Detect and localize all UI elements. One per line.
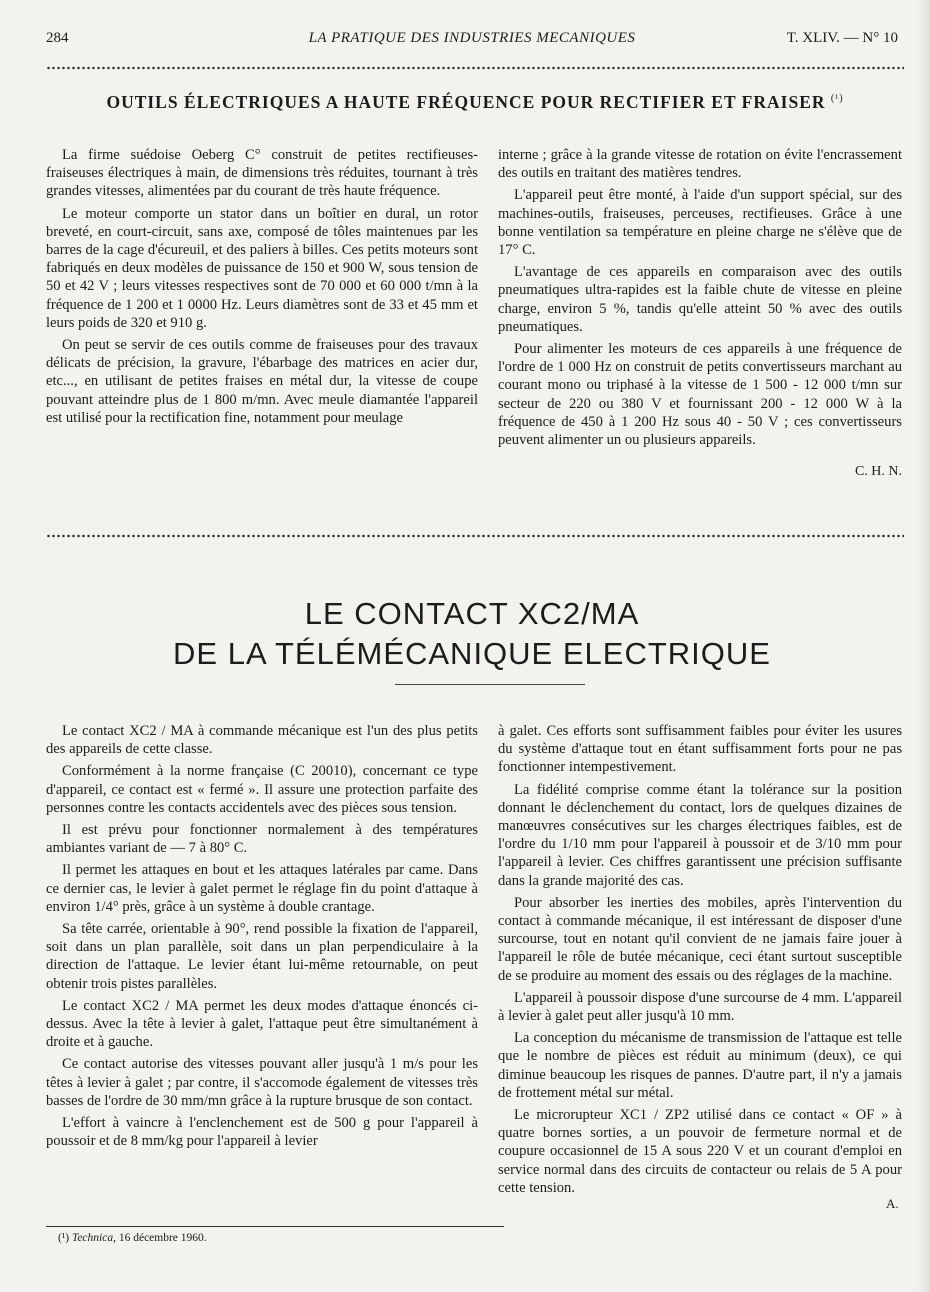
page-number: 284 (46, 30, 69, 46)
article2-column-left (46, 722, 478, 1154)
paragraph: Ce contact autorise des vitesses pouvant aller jusqu'à 1 m/s pour les têtes à levier à galet ; par contre, il s'accomode également de vitesses très basses de l'ordre de 30 mm/mn grâce à la rupture brusque de son contact. (46, 1056, 478, 1109)
article1-column-left (46, 146, 478, 431)
article1-title (46, 92, 904, 113)
page-binding-shadow (916, 0, 930, 1292)
paragraph: Il permet les attaques en bout et les attaques latérales par came. Dans ce dernier cas, le levier à galet permet le réglage fin du point d'attaque à environ 1/4° près, grâce à un système à double crantage. (46, 862, 478, 915)
paragraph: Il est prévu pour fonctionner normalement à des températures ambiantes variant de — 7 à 80° C. (46, 822, 478, 857)
footnote-source: Technica, (71, 1232, 116, 1244)
paragraph: L'avantage de ces appareils en comparaison avec des outils pneumatiques ultra-rapides est la faible chute de vitesse en pleine charge, environ 5 %, tandis qu'elle atteint 50 % avec des outils pneumatiques. (498, 264, 902, 335)
running-header (46, 30, 898, 52)
dotted-rule-top (46, 66, 904, 70)
article1-note-ref: (¹) (830, 93, 844, 105)
issue-number: T. XLIV. — N° 10 (786, 30, 898, 46)
article2-title-line2: DE LA TÉLÉMÉCANIQUE ELECTRIQUE (173, 636, 771, 671)
article1-signature: C. H. N. (854, 464, 902, 480)
paragraph: Conformément à la norme française (C 20010), concernant ce type d'appareil, ce contact est « fermé ». Il assure une protection parfaite des personnes contre les contacts accidentels avec des pièces sous tension. (46, 763, 478, 816)
footnote-rule (46, 1226, 504, 1227)
footnote (58, 1232, 207, 1244)
footnote-date: 16 décembre 1960. (118, 1232, 207, 1244)
paragraph: On peut se servir de ces outils comme de fraiseuses pour des travaux délicats de précision, la gravure, l'ébarbage des matrices en acier dur, etc..., en utilisant de petites fraises en métal dur, la vitesse de coupe pouvant atteindre plus de 1 800 m/mn. Avec meule diamantée l'appareil est utilisé pour la rectification fine, notamment pour meulage (46, 337, 478, 426)
dotted-rule-middle (46, 534, 904, 538)
paragraph: Le moteur comporte un stator dans un boîtier en dural, un rotor breveté, en court-circuit, sans axe, composé de tôles maintenues par les barres de la cage d'écureuil, et des paliers à billes. Ces petits moteurs sont fabriqués en deux modèles de puissance de 150 et 900 W, sous tension de 50 et 42 V ; leurs vitesses respectives sont de 70 000 et 60 000 t/mn à la fréquence de 1 200 et 1 0000 Hz. Leurs diamètres sont de 33 et 45 mm et leurs poids de 320 et 910 g. (46, 205, 478, 331)
article2-title-line1: LE CONTACT XC2/MA (304, 596, 640, 631)
paragraph: La conception du mécanisme de transmission de l'attaque est telle que le nombre de pièces est réduit au minimum (deux), ce qui diminue beaucoup les risques de pannes. D'autre part, il n'y a jamais de frottement métal sur métal. (498, 1030, 902, 1101)
paragraph: L'appareil peut être monté, à l'aide d'un support spécial, sur des machines-outils, fraiseuses, perceuses, rectifieuses. Grâce à une bonne ventilation sa température en pleine charge ne s'élève que de 17° C. (498, 187, 902, 259)
title-separator (395, 684, 585, 685)
paragraph: La firme suédoise Oeberg C° construit de petites rectifieuses-fraiseuses électriques à main, de dimensions très réduites, tournant à très grandes vitesses, alimentées par du courant de très haute fréquence. (46, 147, 478, 200)
paragraph: à galet. Ces efforts sont suffisamment faibles pour éviter les usures du système d'attaque tout en étant suffisamment forts pour ne pas fonctionner intempestivement. (498, 723, 902, 776)
paragraph: Le contact XC2 / MA à commande mécanique est l'un des plus petits des appareils de cette classe. (46, 723, 478, 758)
paragraph: Sa tête carrée, orientable à 90°, rend possible la fixation de l'appareil, soit dans un plan parallèle, soit dans un plan perpendiculaire à la direction de l'attaque. Le levier étant lui-même retournable, on peut obtenir trois pistes parallèles. (46, 921, 478, 992)
paragraph: Pour absorber les inerties des mobiles, après l'intervention du contact à commande mécanique, il est intéressant de disposer d'une surcourse, tout en notant qu'il convient de ne jamais faire jouer à l'appareil le rôle de butée mécanique, ceci étant surtout susceptible de se produire au moment des essais ou des réglages de la machine. (498, 894, 902, 984)
article2-signature: A. (886, 1196, 899, 1211)
paragraph: L'effort à vaincre à l'enclenchement est de 500 g pour l'appareil à poussoir et de 8 mm/kg pour l'appareil à levier (46, 1115, 478, 1150)
paragraph: Le microrupteur XC1 / ZP2 utilisé dans ce contact « OF » à quatre bornes sorties, a un pouvoir de fermeture normal et de coupure occasionnel de 15 A sous 220 V et un courant d'emploi en service normal dans des circuits de contacteur ou relais de 5 A pour cette tension. (498, 1107, 902, 1196)
paragraph: Le contact XC2 / MA permet les deux modes d'attaque énoncés ci-dessus. Avec la tête à levier à galet, l'attaque peut être simultanément à droite et à gauche. (46, 997, 478, 1051)
paragraph: L'appareil à poussoir dispose d'une surcourse de 4 mm. L'appareil à levier à galet peut aller jusqu'à 10 mm. (498, 989, 902, 1025)
article1-column-right (498, 146, 902, 481)
journal-title: LA PRATIQUE DES INDUSTRIES MECANIQUES (308, 30, 636, 46)
paragraph: La fidélité comprise comme étant la tolérance sur la position donnant le déclenchement du contact, lors de quelques dizaines de manœuvres consécutives sur les charges électriques faibles, est de l'ordre du 1/10 mm pour l'appareil à poussoir et de 3/10 mm pour l'appareil à levier. Ces chiffres garantissent une précision suffisante dans la grande majorité des cas. (498, 781, 902, 889)
article1-title-text: OUTILS ÉLECTRIQUES A HAUTE FRÉQUENCE POUR RECTIFIER ET FRAISER (106, 92, 826, 112)
footnote-marker: (¹) (58, 1232, 70, 1244)
paragraph: Pour alimenter les moteurs de ces appareils à une fréquence de l'ordre de 1 000 Hz on construit de petits convertisseurs marchant au courant mono ou triphasé à la vitesse de 1 500 - 12 000 t/mn sur secteur de 220 ou 380 V et fournissant 200 - 12 000 W à la fréquence de 450 à 1 200 Hz sous 40 - 50 V ; ces convertisseurs peuvent alimenter un ou plusieurs appareils. (498, 341, 902, 449)
article2-column-right (498, 722, 902, 1201)
paragraph: interne ; grâce à la grande vitesse de rotation on évite l'encrassement des outils en traitant des matières tendres. (498, 147, 902, 182)
